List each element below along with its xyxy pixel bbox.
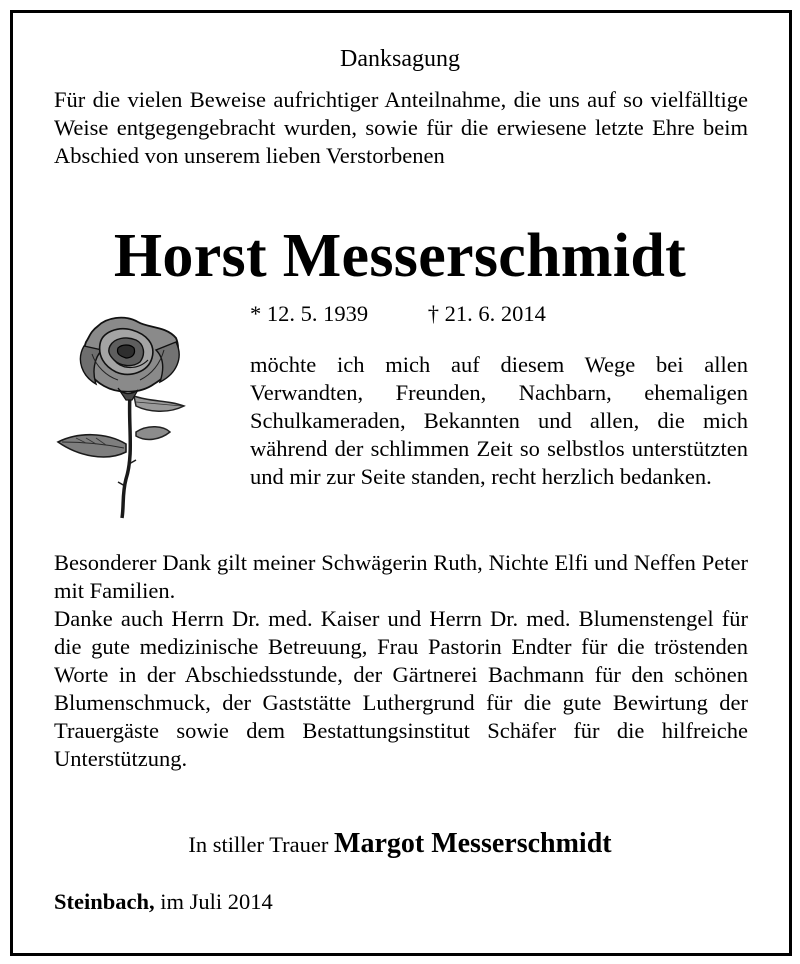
- death-date: † 21. 6. 2014: [427, 301, 546, 326]
- intro-paragraph: Für die vielen Beweise aufrichtiger Anteilnahme, die uns auf so vielfälltige Weise entgegengebracht wurden, sowie für die erwiesene letzte Ehre beim Abschied von unserem lieben Verstorbenen: [54, 87, 748, 168]
- place-date-line: [54, 888, 273, 916]
- deceased-name: Horst Messerschmidt: [113, 222, 687, 290]
- notice-date: im Juli 2014: [160, 889, 273, 914]
- special-thanks-family: Besonderer Dank gilt meiner Schwägerin Ruth, Nichte Elfi und Neffen Peter mit Familien.: [54, 550, 748, 603]
- birth-date: * 12. 5. 1939: [250, 301, 369, 326]
- rose-icon: [56, 314, 188, 520]
- special-thanks: [54, 549, 748, 773]
- mourning-prefix: In stiller Trauer: [188, 832, 329, 857]
- notice-heading: Danksagung: [340, 46, 460, 72]
- special-thanks-others: Danke auch Herrn Dr. med. Kaiser und Herrn Dr. med. Blumenstengel für die gute medizinische Betreuung, Frau Pastorin Endter für die tröstenden Worte in der Abschiedsstunde, der Gärtnerei Bachmann für den schönen Blumenschmuck, der Gaststätte Luthergrund für die gute Bewirtung der Trauergäste sowie dem Bestattungsinstitut Schäfer für die hilfreiche Unterstützung.: [54, 606, 748, 771]
- thanks-paragraph: möchte ich mich auf diesem Wege bei allen Verwandten, Freunden, Nachbarn, ehemaligen Schulkameraden, Bekannten und allen, die mich während der schlimmen Zeit so selbstlos unterstützten und mir zur Seite standen, recht herzlich bedanken.: [250, 352, 748, 489]
- mourning-line: [0, 826, 800, 863]
- mourner-name: Margot Messerschmidt: [334, 828, 612, 859]
- place-name: Steinbach,: [54, 889, 155, 914]
- life-dates: [250, 300, 546, 328]
